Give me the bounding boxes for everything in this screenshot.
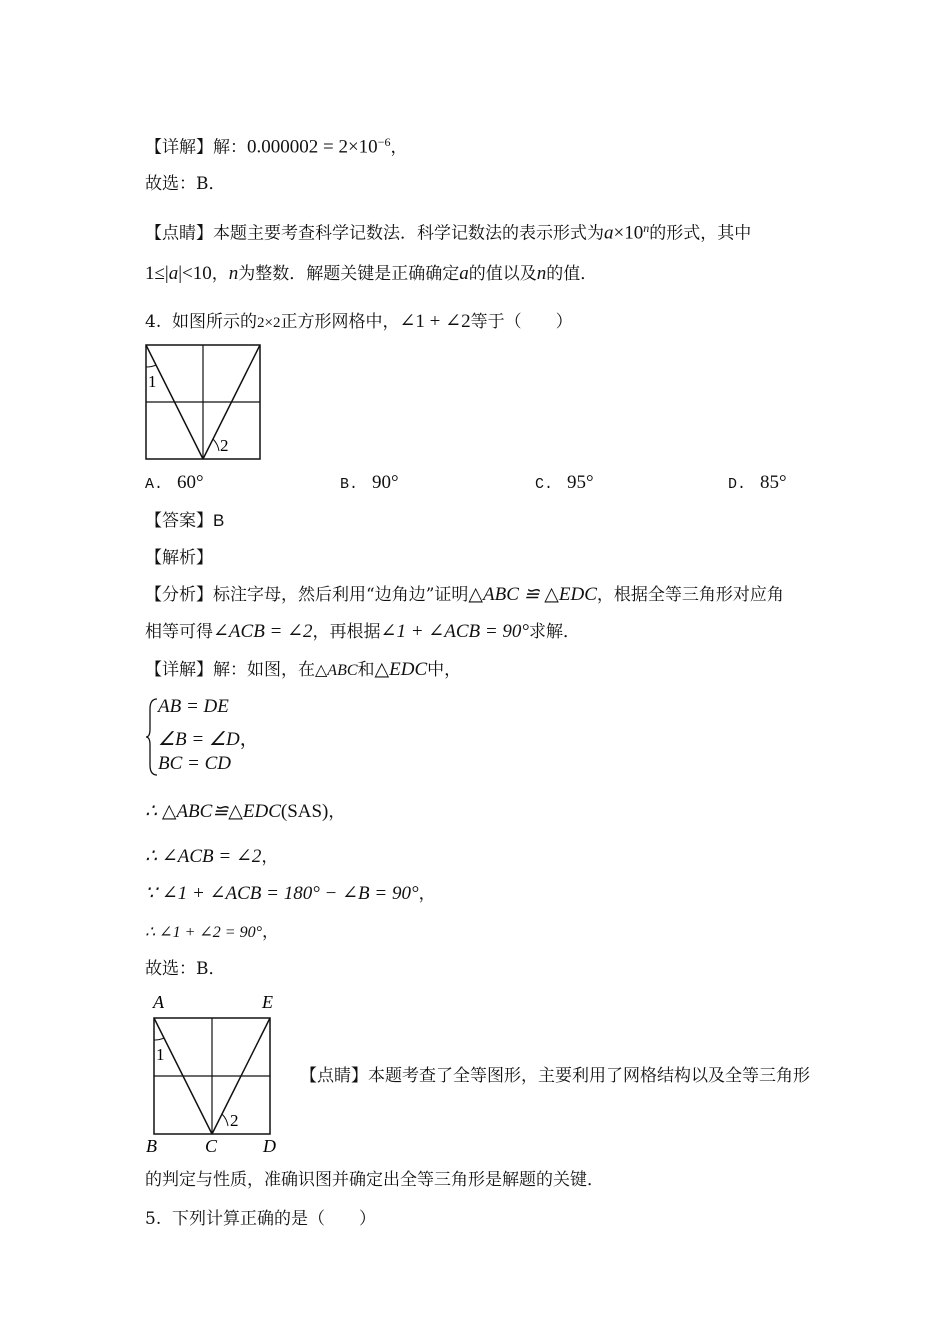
step2-math: ∴ ∠ACB = ∠2 — [145, 846, 262, 867]
q4-stem-pre: 如图所示的 — [172, 312, 258, 332]
q3-detail-text: 解： — [213, 137, 247, 158]
q3-line2-text: 为整数．解题关键是正确确定 — [238, 264, 460, 284]
q3-line2-text3: 的值． — [546, 264, 598, 284]
step1-math: ∴ △ABC≌△EDC — [145, 801, 281, 822]
q3-line2-n2: n — [536, 263, 547, 284]
option-b-value: 90° — [372, 472, 399, 493]
step2-end: ， — [261, 847, 279, 867]
q4-stem-grid: 2×2 — [257, 315, 281, 331]
q3-point-x10: ×10 — [613, 222, 644, 244]
q4-fenxi-line1 — [145, 583, 784, 607]
q4-fenxi-math3: ∠1 + ∠ACB = 90° — [380, 621, 530, 642]
q4-point-line2: 的判定与性质，准确识图并确定出全等三角形是解题的关键． — [145, 1170, 604, 1190]
q4-detail-tri2: △EDC — [374, 659, 428, 680]
q3-point-line — [145, 216, 751, 246]
point-e-label: E — [262, 992, 273, 1012]
q4-detail-line — [145, 658, 461, 683]
q4-detail-and: 和 — [357, 660, 375, 680]
option-d-label: D. — [728, 476, 747, 493]
option-b-label: B. — [340, 476, 359, 493]
q4-detail-end: 中， — [427, 660, 462, 680]
step3-end: ， — [418, 884, 436, 904]
angle1-label-2: 1 — [156, 1045, 165, 1064]
q3-line2-text2: 的值以及 — [468, 264, 537, 284]
q3-line2-a2: a — [459, 263, 469, 284]
system-line-1: AB = DE — [158, 696, 229, 717]
system-line-2-end: ， — [239, 729, 259, 750]
q3-line2-sep: ， — [211, 264, 229, 284]
angle2-arc-2 — [222, 1114, 228, 1126]
q3-detail-tag: 【详解】 — [145, 137, 213, 158]
q4-figure-grid — [140, 340, 270, 465]
point-a-label: A — [153, 992, 164, 1012]
angle1-arc — [146, 365, 156, 367]
system-line-2 — [158, 724, 259, 751]
q3-point-text2: 的形式，其中 — [649, 223, 752, 244]
q4-answer: B — [213, 511, 225, 530]
point-c-label: C — [205, 1136, 218, 1156]
q4-detail-text: 解：如图，在 — [213, 660, 315, 680]
step1-end: ， — [328, 802, 346, 822]
proof-step-1 — [145, 800, 345, 824]
q4-point-line1 — [300, 1064, 810, 1088]
q3-detail-end: ， — [390, 137, 408, 158]
q3-point-text: 本题主要考查科学记数法．科学记数法的表示形式为 — [213, 223, 604, 244]
q4-fenxi-text2: ，根据全等三角形对应角 — [596, 585, 784, 605]
q3-point-line2 — [145, 262, 597, 286]
option-c-label: C. — [535, 476, 554, 493]
step4-end: ， — [261, 922, 279, 942]
q3-detail-math: 0.000002 = 2×10 — [247, 136, 378, 158]
proof-step-4 — [145, 920, 279, 945]
q3-detail-exp: −6 — [377, 135, 391, 149]
q5-stem-num: 5. — [145, 1209, 162, 1229]
step1-sas: (SAS) — [280, 801, 329, 822]
q3-line2-a: a — [168, 263, 179, 284]
point-d-label: D — [263, 1136, 276, 1156]
q4-figure-labeled — [140, 990, 285, 1158]
q4-point-text: 本题考查了全等图形，主要利用了网格结构以及全等三角形 — [368, 1066, 810, 1086]
angle2-label: 2 — [220, 436, 229, 455]
q4-option-d[interactable] — [728, 472, 787, 494]
option-a-value: 60° — [177, 472, 204, 493]
q4-fenxi-line2-post: 求解． — [529, 622, 581, 642]
angle1-arc-2 — [154, 1038, 164, 1040]
q4-answer-line — [145, 509, 224, 533]
step3-math: ∵ ∠1 + ∠ACB = 180° − ∠B = 90° — [145, 883, 419, 904]
q4-option-a[interactable] — [145, 472, 204, 494]
q5-stem-text: 下列计算正确的是（ ） — [172, 1209, 377, 1229]
q3-detail-line — [145, 130, 407, 160]
proof-step-3 — [145, 882, 436, 906]
q3-line2-math: 1≤| — [145, 263, 169, 284]
q4-fenxi-line2 — [145, 620, 580, 644]
q3-point-tag: 【点睛】 — [145, 223, 213, 244]
q4-option-b[interactable] — [340, 472, 399, 494]
q4-detail-tri1: △ABC — [315, 662, 358, 679]
angle1-label: 1 — [148, 372, 157, 391]
proof-step-2 — [145, 845, 278, 869]
q4-fenxi-math1: △ABC ≌ △EDC — [468, 584, 597, 605]
q4-fenxi-tag: 【分析】 — [145, 585, 213, 605]
q4-choose: 故选：B． — [145, 959, 226, 979]
q4-answer-tag: 【答案】 — [145, 511, 213, 531]
step4-math: ∴ ∠1 + ∠2 = 90° — [145, 924, 262, 941]
system-brace — [145, 697, 159, 777]
q4-fenxi-line2-mid: ，再根据 — [312, 622, 381, 642]
q3-line2-n: n — [228, 263, 239, 284]
point-b-label: B — [146, 1136, 157, 1156]
q3-point-a: a — [604, 222, 614, 244]
q4-stem-math: ∠1 + ∠2 — [399, 311, 471, 332]
q3-point-n: n — [643, 221, 650, 235]
option-a-label: A. — [145, 476, 164, 493]
q4-option-c[interactable] — [535, 472, 594, 494]
q4-stem-num: 4. — [145, 312, 162, 332]
q4-analysis-tag: 【解析】 — [145, 548, 213, 568]
q4-fenxi-line2-pre: 相等可得 — [145, 622, 213, 642]
q4-stem — [145, 310, 573, 335]
q3-line2-math2: |<10 — [178, 263, 212, 284]
angle2-label-2: 2 — [230, 1111, 239, 1130]
q4-stem-post: 等于（ ） — [470, 312, 573, 332]
q4-fenxi-text1: 标注字母，然后利用“边角边”证明 — [213, 585, 469, 605]
angle2-arc — [213, 439, 219, 451]
system-line-2-math: ∠B = ∠D — [158, 729, 240, 750]
q4-fenxi-math2: ∠ACB = ∠2 — [213, 621, 313, 642]
q4-point-tag: 【点睛】 — [300, 1066, 368, 1086]
system-line-3: BC = CD — [158, 753, 231, 774]
option-d-value: 85° — [760, 472, 787, 493]
q4-detail-tag: 【详解】 — [145, 660, 213, 680]
option-c-value: 95° — [567, 472, 594, 493]
q4-stem-mid: 正方形网格中， — [280, 312, 400, 332]
q3-choose: 故选：B． — [145, 174, 226, 194]
q5-stem — [145, 1207, 376, 1231]
